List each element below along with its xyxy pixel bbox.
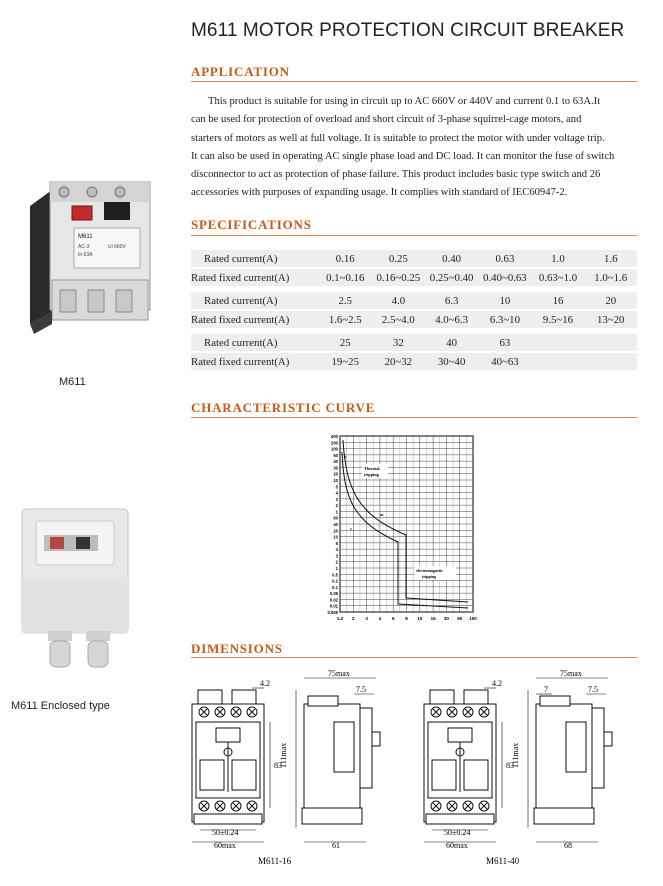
spec-cell — [532, 334, 585, 352]
dim-label: 7.5 — [356, 685, 366, 694]
dim-label: 4.2 — [492, 679, 502, 688]
dim-label: 68 — [564, 841, 572, 850]
front-top-tab — [232, 690, 256, 704]
y-tick-label: 2 — [335, 503, 338, 509]
product-caption: M611 — [59, 376, 86, 388]
divider — [191, 417, 637, 418]
spec-cell: 13~20 — [584, 310, 637, 328]
dimension-drawings — [186, 668, 646, 878]
dim-label: 83 — [506, 761, 514, 770]
em-label: tripping — [422, 574, 437, 579]
spec-cell: 0.16 — [319, 250, 372, 268]
side-top — [540, 696, 570, 706]
curve-graph — [318, 430, 478, 628]
front-button — [448, 728, 472, 742]
front-bottom — [194, 814, 262, 824]
thermal-label: Thermal — [364, 466, 380, 471]
y-tick-label: 40 — [333, 522, 338, 527]
spec-cell: 6.3 — [425, 292, 478, 310]
dim-label: 111max — [279, 742, 288, 768]
dim-label: 50±0.24 — [444, 828, 471, 837]
front-panel — [464, 760, 488, 790]
product-label-text: In 63A — [78, 252, 93, 258]
x-tick-label: 3 — [365, 616, 368, 621]
spec-cell: 1.0~1.6 — [584, 268, 637, 286]
y-tick-label: 0.5 — [332, 572, 338, 578]
y-tick-label: 0.005 — [327, 610, 338, 615]
y-tick-label: 20 — [333, 471, 338, 477]
front-panel — [232, 760, 256, 790]
x-tick-label: 8 — [405, 616, 408, 621]
spec-cell: 20~32 — [372, 352, 425, 370]
front-top-tab — [464, 690, 488, 704]
spec-cell: 40 — [425, 334, 478, 352]
y-tick-label: 60 — [333, 515, 338, 521]
spec-cell: 4.0~6.3 — [425, 310, 478, 328]
front-button — [216, 728, 240, 742]
front-top-tab — [198, 690, 222, 704]
spec-cell: 63 — [478, 334, 531, 352]
spec-cell: 0.25 — [372, 250, 425, 268]
spec-cell: 1.0 — [532, 250, 585, 268]
y-tick-label: 40 — [333, 459, 338, 465]
application-text — [191, 93, 637, 203]
dim-label: 60max — [214, 841, 236, 850]
front-top-tab — [430, 690, 454, 704]
spec-cell: 1.6~2.5 — [319, 310, 372, 328]
section-application: APPLICATION — [191, 64, 290, 79]
characteristic-curve — [318, 430, 478, 628]
side-front — [592, 708, 604, 788]
x-tick-label: 15 — [430, 616, 436, 621]
spec-cell — [532, 352, 585, 370]
spec-cell: 0.25~0.40 — [425, 268, 478, 286]
spec-cell: 30~40 — [425, 352, 478, 370]
spec-cell: 0.40 — [425, 250, 478, 268]
product-label-text: AC-3 — [78, 244, 90, 250]
y-tick-label: 1 — [335, 566, 338, 571]
application-line: This product is suitable for using in circuit up to AC 660V or 440V and current 0.1 to 63A.It — [208, 96, 601, 107]
spec-row-label: Rated fixed current(A) — [191, 268, 319, 286]
y-tick-label: 10 — [333, 478, 338, 483]
spec-cell — [584, 352, 637, 370]
product-caption: M611 Enclosed type — [11, 700, 110, 712]
y-tick-label: 4 — [335, 490, 338, 496]
product-image-m611 — [12, 172, 172, 342]
front-bottom — [426, 814, 494, 824]
side-mech — [334, 722, 354, 772]
spec-cell: 32 — [372, 334, 425, 352]
y-tick-label: 1 — [335, 509, 338, 515]
dim-label: 75max — [328, 669, 350, 678]
application-line: can be used for protection of overload and short circuit of 3-phase squirrel-cage motors, and — [191, 114, 582, 126]
side-front — [360, 708, 372, 788]
spec-cell: 9.5~16 — [532, 310, 585, 328]
dimension-graphic — [186, 668, 646, 878]
dim-label: 7 — [544, 685, 548, 694]
unit-label: h — [344, 454, 347, 459]
y-tick-label: 0.05 — [329, 591, 338, 597]
x-tick-label: 10 — [417, 616, 423, 621]
drawing-caption: M611-16 — [258, 856, 292, 866]
y-tick-label: 200 — [331, 440, 338, 446]
product-label-text: M611 — [78, 234, 93, 240]
spec-row-label: Rated current(A) — [191, 292, 319, 310]
front-panel — [432, 760, 456, 790]
spec-row-label: Rated current(A) — [191, 334, 319, 352]
y-tick-label: 5 — [335, 484, 338, 490]
spec-cell: 2.5~4.0 — [372, 310, 425, 328]
spec-cell: 2.5 — [319, 292, 372, 310]
side-knob — [604, 732, 612, 746]
y-tick-label: 3 — [335, 553, 338, 559]
spec-cell: 4.0 — [372, 292, 425, 310]
thermal-label: tripping — [364, 472, 379, 477]
spec-cell: 19~25 — [319, 352, 372, 370]
spec-cell: 6.3~10 — [478, 310, 531, 328]
application-line: accessories with purposes of expanding usage. It complies with standard of IEC60947-2. — [191, 187, 568, 199]
x-tick-label: 100 — [469, 616, 477, 621]
spec-cell: 0.16~0.25 — [372, 268, 425, 286]
x-tick-label: 30 — [443, 616, 449, 621]
x-tick-label: 60 — [457, 616, 463, 621]
y-tick-label: 50 — [333, 452, 338, 458]
side-base — [534, 808, 594, 824]
dim-label: 61 — [332, 841, 340, 850]
spec-cell: 16 — [532, 292, 585, 310]
x-tick-label: 4 — [378, 616, 382, 621]
front-panel — [200, 760, 224, 790]
dim-label: 4.2 — [260, 679, 270, 688]
side-base — [302, 808, 362, 824]
spec-cell: 40~63 — [478, 352, 531, 370]
side-top — [308, 696, 338, 706]
divider — [191, 235, 637, 236]
x-tick-label: 2 — [352, 616, 355, 621]
side-mech — [566, 722, 586, 772]
y-tick-label: 30 — [333, 465, 338, 471]
divider — [191, 657, 637, 658]
y-tick-label: 20 — [333, 528, 338, 534]
spec-row-label: Rated fixed current(A) — [191, 310, 319, 328]
dim-label: 83 — [274, 761, 282, 770]
y-tick-label: 100 — [331, 446, 338, 452]
spec-row-label: Rated current(A) — [191, 250, 319, 268]
dim-label: 7.5 — [588, 685, 598, 694]
product-image-m611-enclosed — [14, 505, 134, 675]
spec-cell: 0.1~0.16 — [319, 268, 372, 286]
section-specifications: SPECIFICATIONS — [191, 217, 312, 232]
y-tick-label: 5 — [335, 540, 338, 546]
section-characteristic-curve: CHARACTERISTIC CURVE — [191, 400, 376, 415]
application-line: starters of motors as well at full voltage. It is suitable to protect the motor with under voltage trip. — [191, 132, 605, 144]
page-title: M611 MOTOR PROTECTION CIRCUIT BREAKER — [191, 20, 625, 41]
y-tick-label: 0.1 — [332, 584, 338, 590]
y-tick-label: 4 — [335, 547, 338, 553]
em-label: electromagnetic — [416, 568, 444, 573]
dim-label: 60max — [446, 841, 468, 850]
x-tick-label: 1.2 — [336, 616, 344, 621]
section-dimensions: DIMENSIONS — [191, 641, 283, 656]
spec-cell: 0.63~1.0 — [532, 268, 585, 286]
dim-label: 75max — [560, 669, 582, 678]
x-tick-label: 6 — [391, 616, 395, 621]
y-tick-label: 0.2 — [332, 578, 338, 584]
drawing-caption: M611-40 — [486, 856, 520, 866]
y-tick-label: 2 — [335, 559, 338, 565]
dim-label: 50±0.24 — [212, 828, 239, 837]
spec-cell: 0.63 — [478, 250, 531, 268]
application-line: It can also be used in operating AC single phase load and DC load. It can monitor the fuse of switch — [191, 150, 615, 162]
y-tick-label: 0.01 — [329, 603, 338, 609]
spec-cell — [584, 334, 637, 352]
y-tick-label: 400 — [331, 434, 338, 439]
unit-label: m — [380, 512, 384, 517]
unit-label: s — [350, 526, 352, 531]
spec-cell: 10 — [478, 292, 531, 310]
dim-label: 111max — [511, 742, 520, 768]
product-label-text: Ui 660V — [108, 244, 126, 250]
spec-cell: 0.40~0.63 — [478, 268, 531, 286]
spec-table — [191, 250, 637, 370]
spec-cell: 1.6 — [584, 250, 637, 268]
y-tick-label: 0.02 — [329, 597, 338, 603]
y-tick-label: 3 — [335, 496, 338, 502]
divider — [191, 81, 637, 82]
spec-cell: 20 — [584, 292, 637, 310]
y-tick-label: 10 — [333, 534, 338, 540]
spec-row-label: Rated fixed current(A) — [191, 352, 319, 370]
application-line: disconnector to act as protection of phase failure. This product includes basic type switch and 26 — [191, 169, 601, 181]
spec-cell: 25 — [319, 334, 372, 352]
side-knob — [372, 732, 380, 746]
